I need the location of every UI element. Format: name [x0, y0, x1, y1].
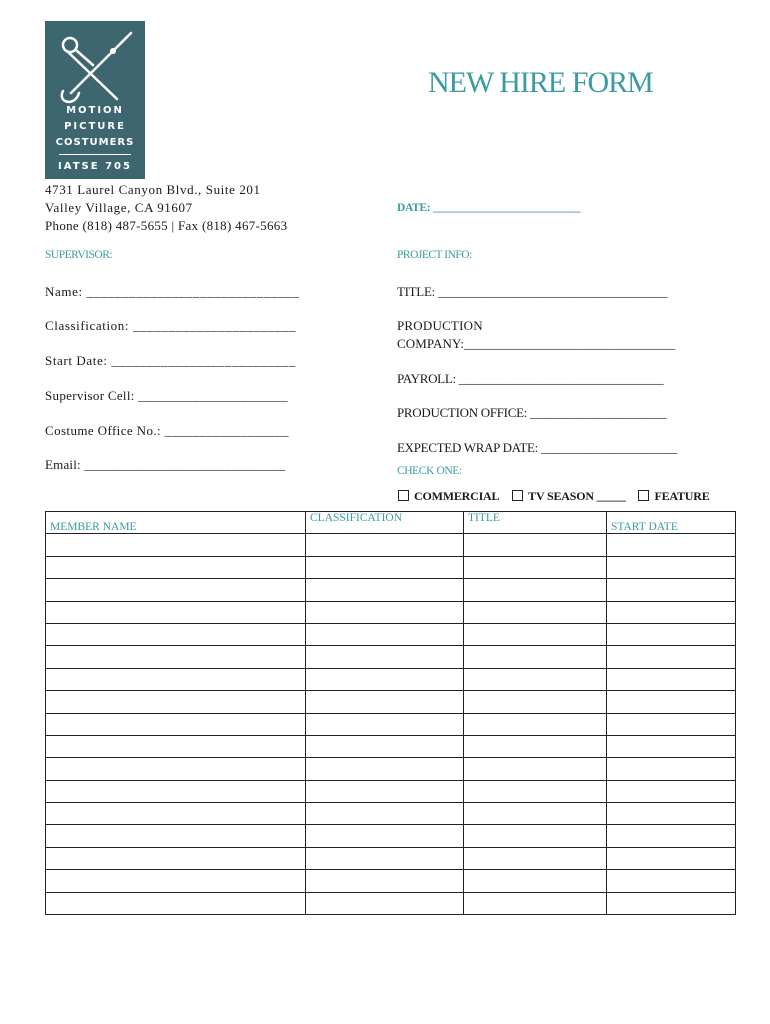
- member-name-cell[interactable]: [46, 780, 306, 802]
- table-row: [46, 646, 736, 668]
- title-cell[interactable]: [464, 646, 607, 668]
- member-name-cell[interactable]: [46, 870, 306, 892]
- classification-cell[interactable]: [306, 646, 464, 668]
- title-cell[interactable]: [464, 780, 607, 802]
- classification-cell[interactable]: [306, 713, 464, 735]
- member-name-cell[interactable]: [46, 825, 306, 847]
- option-tv-season[interactable]: TV SEASON _____: [512, 489, 625, 503]
- start-date-cell[interactable]: [607, 803, 736, 825]
- logo-line-4: IATSE 705: [58, 161, 132, 172]
- title-cell[interactable]: [464, 847, 607, 869]
- wrap-date-field[interactable]: EXPECTED WRAP DATE: ______________________: [397, 440, 678, 455]
- title-cell[interactable]: [464, 556, 607, 578]
- start-date-cell[interactable]: [607, 825, 736, 847]
- title-cell[interactable]: [464, 623, 607, 645]
- logo-line-3: COSTUMERS: [55, 137, 135, 148]
- title-cell[interactable]: [464, 601, 607, 623]
- table-row: [46, 713, 736, 735]
- table-row: [46, 780, 736, 802]
- classification-cell[interactable]: [306, 691, 464, 713]
- header-start-date: START DATE: [607, 512, 736, 534]
- checkbox-commercial[interactable]: [398, 490, 409, 501]
- table-row: [46, 691, 736, 713]
- option-feature[interactable]: FEATURE: [638, 489, 709, 503]
- table-row: [46, 668, 736, 690]
- table-row: [46, 892, 736, 914]
- classification-cell[interactable]: [306, 668, 464, 690]
- title-cell[interactable]: [464, 803, 607, 825]
- start-date-cell[interactable]: [607, 691, 736, 713]
- title-cell[interactable]: [464, 534, 607, 556]
- member-name-cell[interactable]: [46, 892, 306, 914]
- start-date-cell[interactable]: [607, 534, 736, 556]
- member-name-cell[interactable]: [46, 601, 306, 623]
- member-name-cell[interactable]: [46, 735, 306, 757]
- classification-cell[interactable]: [306, 758, 464, 780]
- member-name-cell[interactable]: [46, 579, 306, 601]
- header-member-name: MEMBER NAME: [46, 512, 306, 534]
- title-cell[interactable]: [464, 668, 607, 690]
- table-row: [46, 579, 736, 601]
- table-row: [46, 556, 736, 578]
- supervisor-start-date-field[interactable]: Start Date: __________________________: [45, 353, 297, 368]
- production-office-field[interactable]: PRODUCTION OFFICE: ______________________: [397, 405, 667, 420]
- classification-cell[interactable]: [306, 556, 464, 578]
- classification-cell[interactable]: [306, 847, 464, 869]
- start-date-cell[interactable]: [607, 668, 736, 690]
- member-name-cell[interactable]: [46, 646, 306, 668]
- supervisor-classification-field[interactable]: Classification: _______________________: [45, 318, 297, 333]
- date-field[interactable]: DATE: ___________________________: [397, 202, 581, 214]
- header-title: TITLE: [464, 512, 607, 534]
- start-date-cell[interactable]: [607, 579, 736, 601]
- table-row: [46, 735, 736, 757]
- email-field[interactable]: Email: ______________________________: [45, 457, 286, 472]
- member-name-cell[interactable]: [46, 534, 306, 556]
- member-name-cell[interactable]: [46, 556, 306, 578]
- supervisor-heading: SUPERVISOR:: [45, 249, 113, 261]
- classification-cell[interactable]: [306, 780, 464, 802]
- payroll-field[interactable]: PAYROLL: _________________________________: [397, 371, 664, 386]
- logo-line-2: PICTURE: [64, 121, 126, 132]
- classification-cell[interactable]: [306, 601, 464, 623]
- title-cell[interactable]: [464, 691, 607, 713]
- member-name-cell[interactable]: [46, 691, 306, 713]
- table-row: [46, 847, 736, 869]
- supervisor-name-field[interactable]: Name: ______________________________: [45, 284, 300, 299]
- table-row: [46, 623, 736, 645]
- check-one-heading: CHECK ONE:: [397, 465, 462, 477]
- member-name-cell[interactable]: [46, 713, 306, 735]
- member-name-cell[interactable]: [46, 847, 306, 869]
- start-date-cell[interactable]: [607, 556, 736, 578]
- member-name-cell[interactable]: [46, 623, 306, 645]
- table-header-row: [46, 512, 736, 534]
- table-row: [46, 758, 736, 780]
- start-date-cell[interactable]: [607, 892, 736, 914]
- title-cell[interactable]: [464, 825, 607, 847]
- start-date-cell[interactable]: [607, 735, 736, 757]
- start-date-cell[interactable]: [607, 601, 736, 623]
- checkbox-tv-season[interactable]: [512, 490, 523, 501]
- supervisor-cell-field[interactable]: Supervisor Cell: ______________________: [45, 388, 288, 403]
- title-cell[interactable]: [464, 713, 607, 735]
- title-cell[interactable]: [464, 870, 607, 892]
- classification-cell[interactable]: [306, 735, 464, 757]
- title-cell[interactable]: [464, 892, 607, 914]
- address-line-2: Valley Village, CA 91607: [45, 200, 193, 215]
- start-date-cell[interactable]: [607, 623, 736, 645]
- title-field[interactable]: TITLE: _____________________________________: [397, 284, 668, 299]
- table-row: [46, 803, 736, 825]
- title-cell[interactable]: [464, 758, 607, 780]
- table-row: [46, 870, 736, 892]
- address-phone-fax: Phone (818) 487-5655 | Fax (818) 467-5663: [45, 218, 288, 233]
- union-logo: [45, 21, 145, 179]
- header-classification: CLASSIFICATION: [306, 512, 464, 534]
- table-row: [46, 534, 736, 556]
- start-date-cell[interactable]: [607, 646, 736, 668]
- classification-cell[interactable]: [306, 803, 464, 825]
- classification-cell[interactable]: [306, 534, 464, 556]
- classification-cell[interactable]: [306, 825, 464, 847]
- classification-cell[interactable]: [306, 870, 464, 892]
- classification-cell[interactable]: [306, 892, 464, 914]
- member-table-body: [46, 534, 736, 915]
- classification-cell[interactable]: [306, 579, 464, 601]
- start-date-cell[interactable]: [607, 847, 736, 869]
- checkbox-feature[interactable]: [638, 490, 649, 501]
- classification-cell[interactable]: [306, 623, 464, 645]
- production-company-label: PRODUCTION: [397, 318, 483, 333]
- member-name-cell[interactable]: [46, 668, 306, 690]
- project-info-heading: PROJECT INFO:: [397, 249, 472, 261]
- title-cell[interactable]: [464, 579, 607, 601]
- table-row: [46, 825, 736, 847]
- title-cell[interactable]: [464, 735, 607, 757]
- production-company-field[interactable]: COMPANY:________________________________: [397, 336, 676, 351]
- option-commercial[interactable]: COMMERCIAL: [398, 489, 499, 503]
- member-name-cell[interactable]: [46, 803, 306, 825]
- start-date-cell[interactable]: [607, 780, 736, 802]
- address-line-1: 4731 Laurel Canyon Blvd., Suite 201: [45, 182, 261, 197]
- production-type-options: [398, 489, 710, 504]
- member-name-cell[interactable]: [46, 758, 306, 780]
- costume-office-field[interactable]: Costume Office No.: __________________: [45, 423, 289, 438]
- start-date-cell[interactable]: [607, 713, 736, 735]
- logo-divider: [59, 154, 131, 155]
- table-row: [46, 601, 736, 623]
- member-table: [45, 511, 736, 915]
- start-date-cell[interactable]: [607, 758, 736, 780]
- start-date-cell[interactable]: [607, 870, 736, 892]
- form-title: NEW HIRE FORM: [428, 66, 653, 99]
- logo-line-1: MOTION: [66, 105, 124, 116]
